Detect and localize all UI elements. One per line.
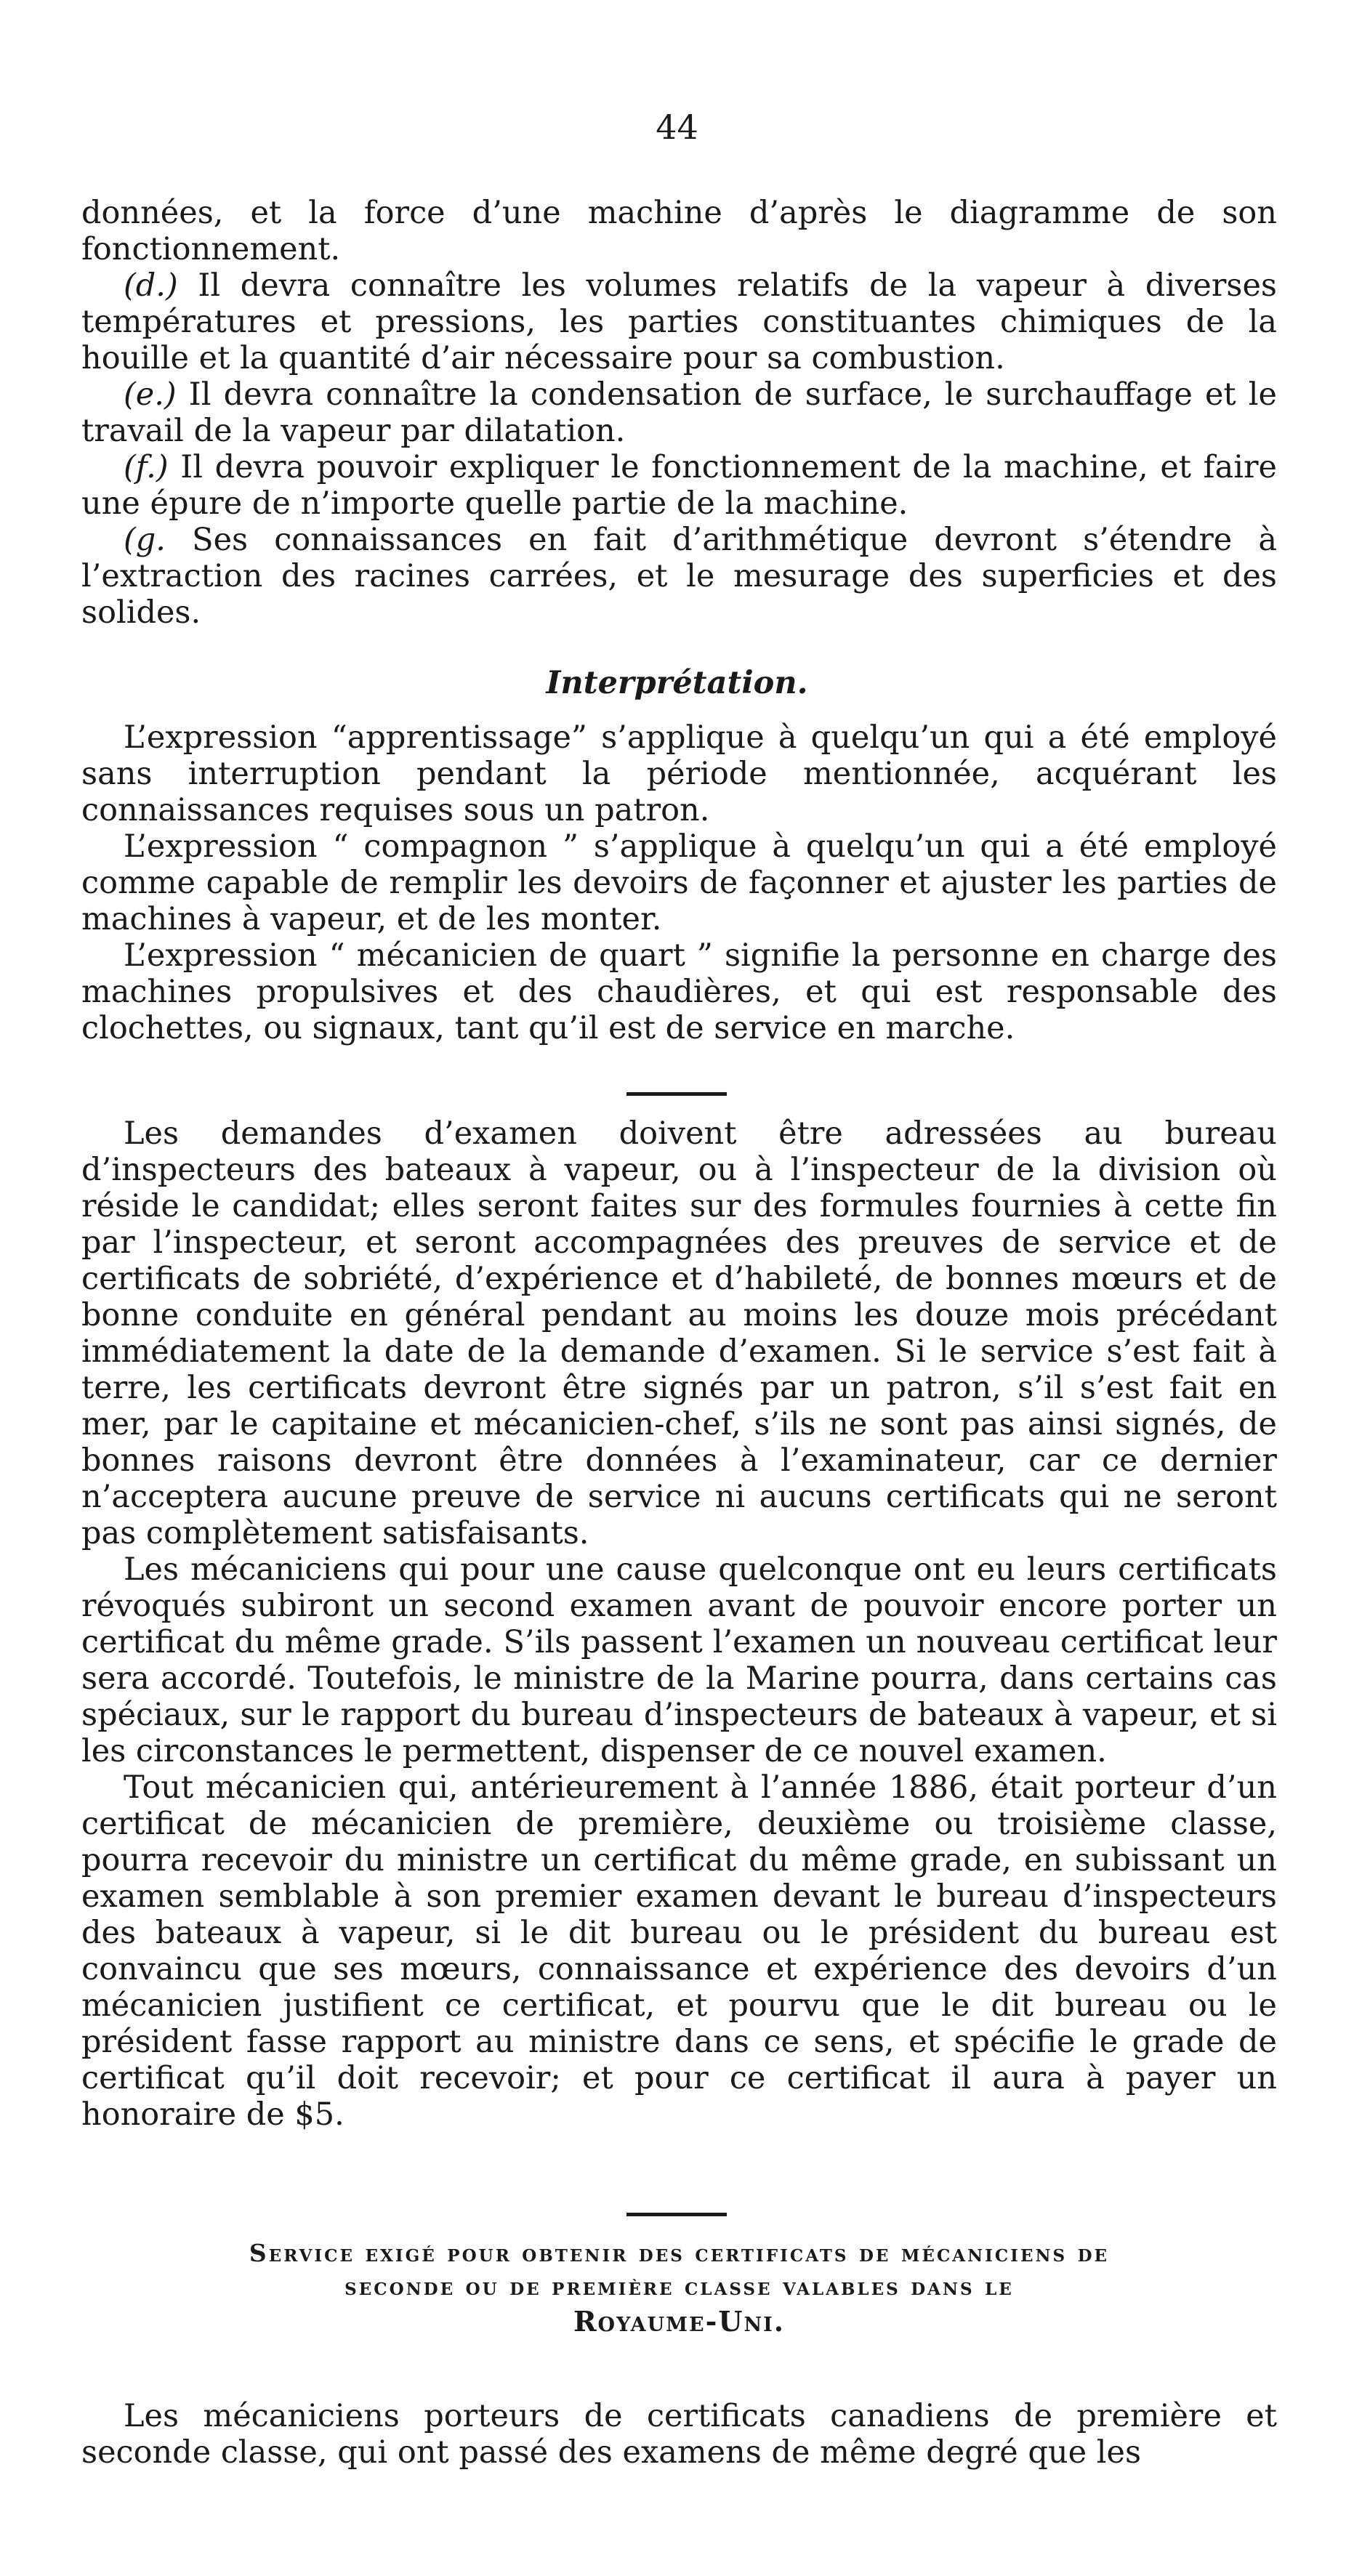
paragraph-continuation xyxy=(81,195,1277,267)
paragraph-text: données, et la force d’une machine d’après le diagramme de son fonctionnement. xyxy=(81,195,1277,267)
definition-mecanicien-de-quart: L’expression “ mécanicien de quart ” signifie la personne en charge des machines propulsives et des chaudières, et qui est responsable des clochettes, ou signaux, tant qu’il est de service en marche. xyxy=(81,937,1277,1046)
interpretation-section xyxy=(81,719,1277,1046)
section-divider xyxy=(626,1092,727,1096)
item-marker: (f.) xyxy=(124,449,169,485)
section-title-line-3: Royaume-Uni. xyxy=(573,2305,786,2338)
item-marker: (g. xyxy=(124,522,166,558)
service-section xyxy=(81,2398,1277,2471)
requirement-f xyxy=(81,449,1277,522)
item-marker: (e.) xyxy=(124,376,177,413)
section-divider xyxy=(626,2213,727,2216)
paragraph-text: Il devra connaître la condensation de surface, le surchauffage et le travail de la vapeur par dilatation. xyxy=(81,376,1277,449)
paragraph-text: Il devra pouvoir expliquer le fonctionnement de la machine, et faire une épure de n’importe quelle partie de la machine. xyxy=(81,449,1277,522)
item-marker: (d.) xyxy=(124,267,178,304)
section-title-line-2: seconde ou de première classe valables dans le xyxy=(344,2272,1014,2301)
requirement-g xyxy=(81,522,1277,631)
interpretation-heading: Interprétation. xyxy=(546,665,808,701)
requirement-d xyxy=(81,267,1277,376)
paragraph-avant-1886: Tout mécanicien qui, antérieurement à l’année 1886, était porteur d’un certificat de mécanicien de première, deuxième ou troisième classe, pourra recevoir du ministre un certificat du même grade, en subissant un examen semblable à son premier examen devant le bureau d’inspecteurs des bateaux à vapeur, si le dit bureau ou le président du bureau est convaincu que ses mœurs, connaissance et expérience des devoirs d’un mécanicien justifient ce certificat, et pourvu que le dit bureau ou le président fasse rapport au ministre dans ce sens, et spécifie le grade de certificat qu’il doit recevoir; et pour ce certificat il aura à payer un honoraire de $5. xyxy=(81,1769,1277,2133)
definition-apprentissage: L’expression “apprentissage” s’applique à quelqu’un qui a été employé sans interruption pendant la période mentionnée, acquérant les connaissances requises sous un patron. xyxy=(81,719,1277,828)
examination-section xyxy=(81,1115,1277,2133)
page-number: 44 xyxy=(656,108,698,147)
section-title-line-1: Service exigé pour obtenir des certificats de mécaniciens de xyxy=(249,2239,1110,2267)
paragraph-demandes-examen: Les demandes d’examen doivent être adressées au bureau d’inspecteurs des bateaux à vapeur, ou à l’inspecteur de la division où réside le candidat; elles seront faites sur des formules fournies à cette fin par l’inspecteur, et seront accompagnées des preuves de service et de certificats de sobriété, d’expérience et d’habileté, de bonnes mœurs et de bonne conduite en général pendant au moins les douze mois précédant immédiatement la date de la demande d’examen. Si le service s’est fait à terre, les certificats devront être signés par un patron, s’il s’est fait en mer, par le capitaine et mécanicien-chef, s’ils ne sont pas ainsi signés, de bonnes raisons devront être données à l’examinateur, car ce dernier n’acceptera aucune preuve de service ni aucuns certificats qui ne seront pas complètement satisfaisants. xyxy=(81,1115,1277,1551)
definition-compagnon: L’expression “ compagnon ” s’applique à quelqu’un qui a été employé comme capable de remplir les devoirs de façonner et ajuster les parties de machines à vapeur, et de les monter. xyxy=(81,828,1277,937)
paragraph-text: Ses connaissances en fait d’arithmétique devront s’étendre à l’extraction des racines carrées, et le mesurage des superficies et des solides. xyxy=(81,522,1277,631)
paragraph-text: Il devra connaître les volumes relatifs de la vapeur à diverses températures et pressions, les parties constituantes chimiques de la houille et la quantité d’air nécessaire pour sa combustion. xyxy=(81,267,1277,376)
paragraph-mecaniciens-porteurs: Les mécaniciens porteurs de certificats canadiens de première et seconde classe, qui ont passé des examens de même degré que les xyxy=(81,2398,1277,2471)
requirements-list xyxy=(81,195,1277,631)
paragraph-certificats-revoques: Les mécaniciens qui pour une cause quelconque ont eu leurs certificats révoqués subiront un second examen avant de pouvoir encore porter un certificat du même grade. S’ils passent l’examen un nouveau certificat leur sera accordé. Toutefois, le ministre de la Marine pourra, dans certains cas spéciaux, sur le rapport du bureau d’inspecteurs de bateaux à vapeur, et si les circonstances le permettent, dispenser de ce nouvel examen. xyxy=(81,1551,1277,1769)
requirement-e xyxy=(81,376,1277,449)
